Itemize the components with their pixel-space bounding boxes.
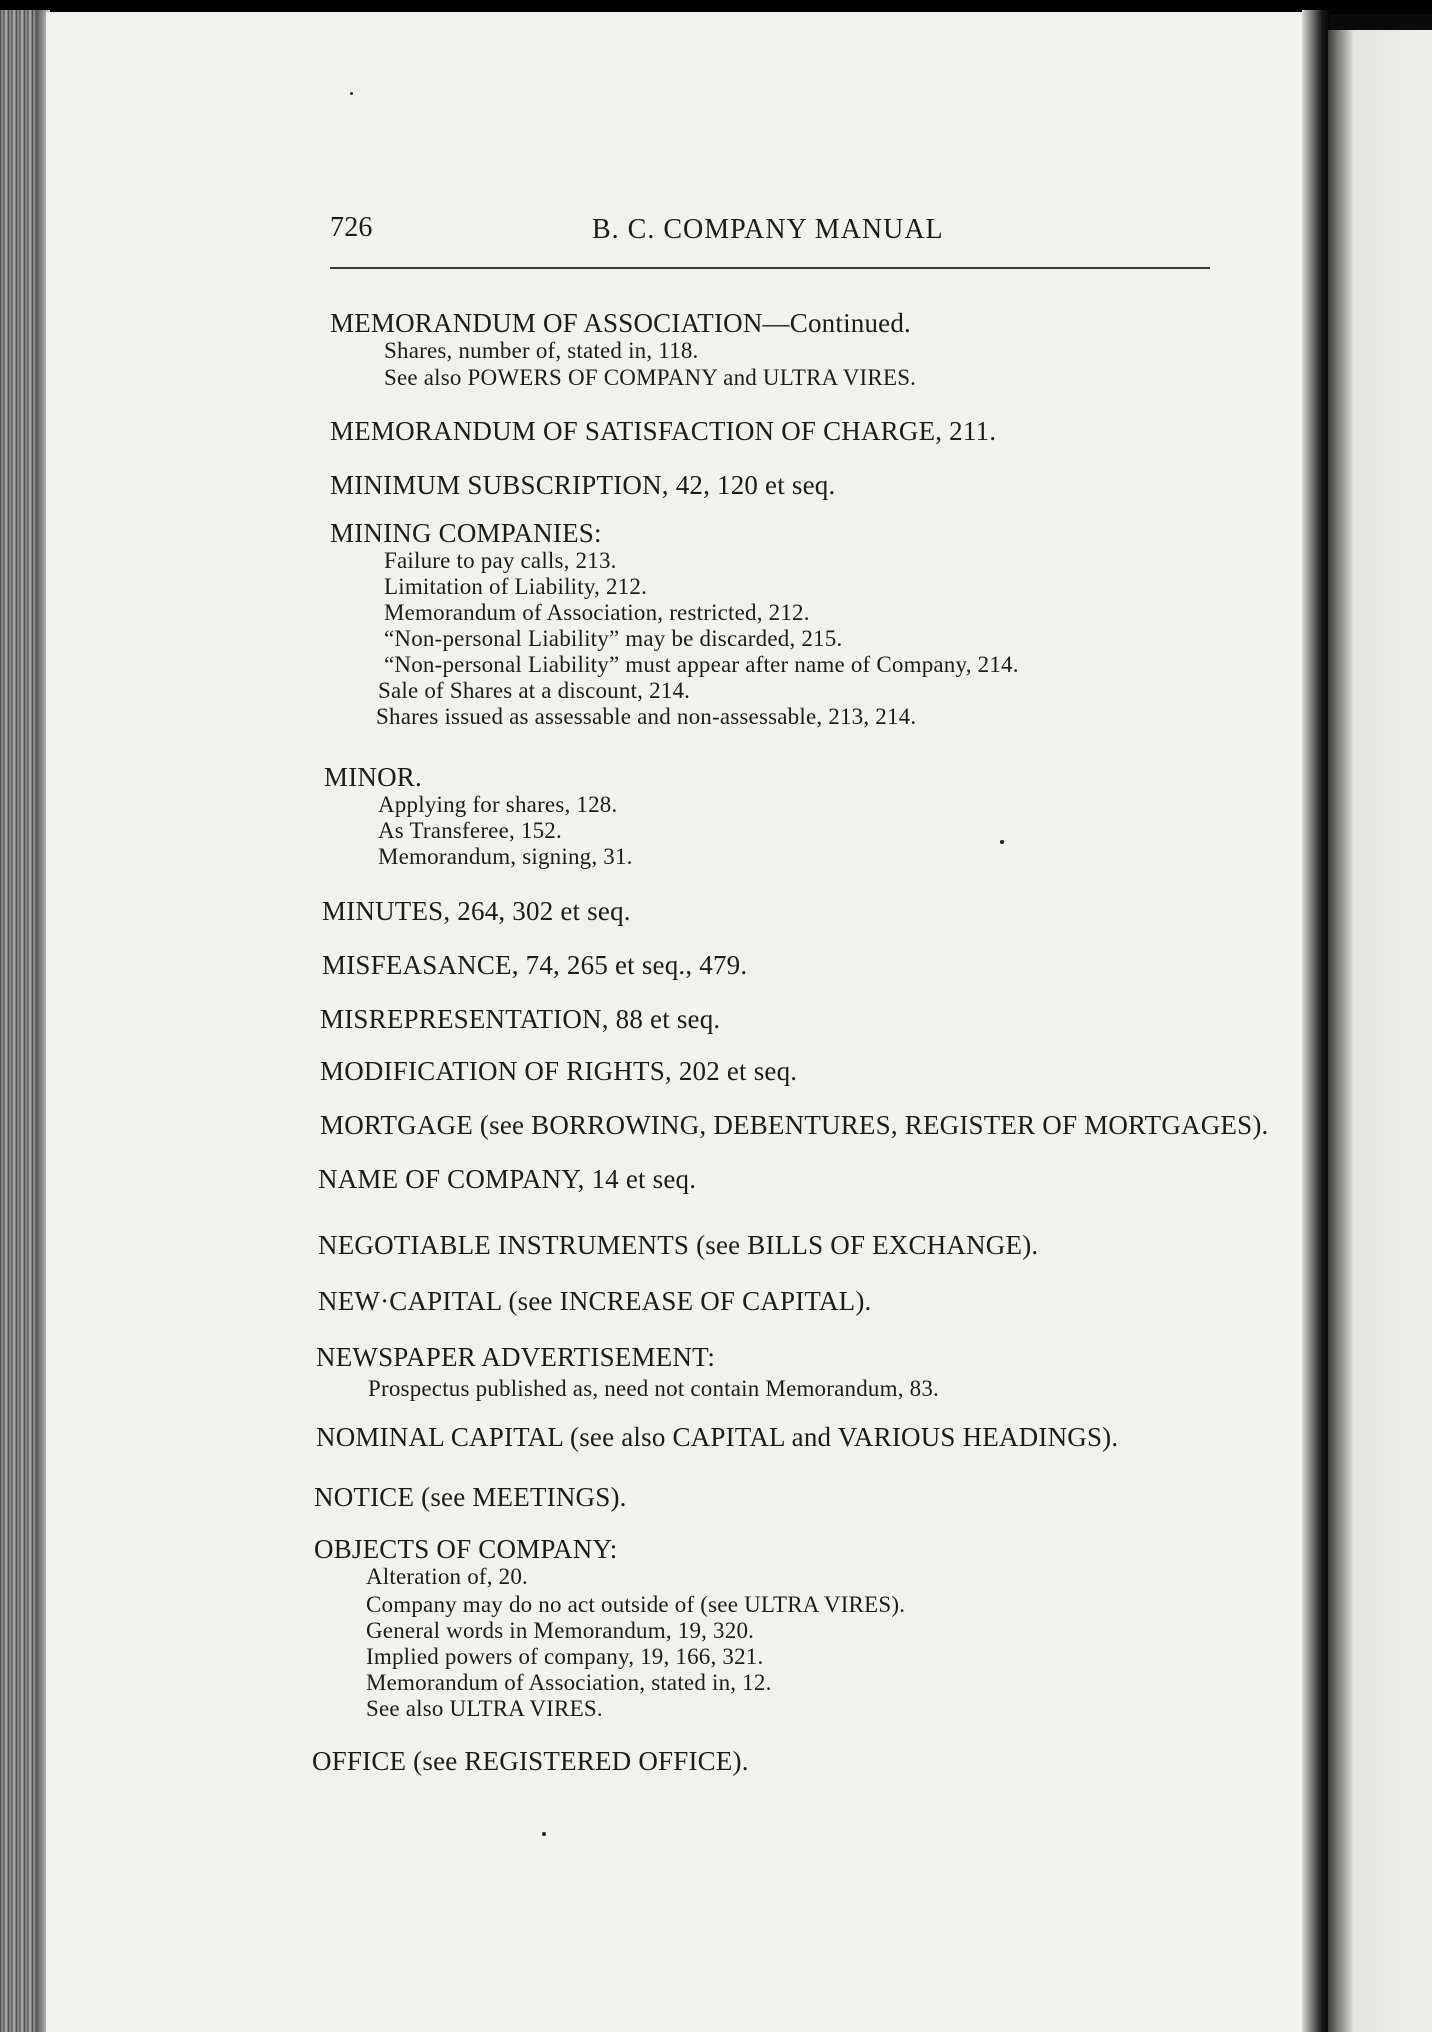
index-entry: MINIMUM SUBSCRIPTION, 42, 120 et seq. (330, 470, 836, 500)
index-entry: NEW·CAPITAL (see INCREASE OF CAPITAL). (318, 1286, 872, 1316)
index-subentry: “Non-personal Liability” must appear after name of Company, 214. (384, 652, 1019, 677)
index-entry: MEMORANDUM OF ASSOCIATION—Continued. (330, 308, 912, 338)
header-rule (330, 267, 1210, 269)
index-entry: NAME OF COMPANY, 14 et seq. (318, 1164, 697, 1194)
index-subentry: Memorandum of Association, restricted, 212. (384, 600, 810, 625)
index-subentry: See also POWERS OF COMPANY and ULTRA VIRES. (384, 365, 917, 390)
ink-speck (1000, 840, 1004, 844)
index-subentry: Applying for shares, 128. (378, 792, 618, 817)
index-entry: OFFICE (see REGISTERED OFFICE). (312, 1746, 749, 1776)
index-entry: NEWSPAPER ADVERTISEMENT: (316, 1342, 716, 1372)
index-subentry: Shares issued as assessable and non-assessable, 213, 214. (376, 704, 917, 729)
ink-speck (542, 1832, 546, 1836)
running-title: B. C. COMPANY MANUAL (592, 214, 944, 245)
index-entry: NOTICE (see MEETINGS). (314, 1482, 627, 1512)
index-entry: MISFEASANCE, 74, 265 et seq., 479. (322, 950, 748, 980)
ink-speck (350, 92, 353, 95)
index-entry: OBJECTS OF COMPANY: (314, 1534, 618, 1564)
index-subentry: Company may do no act outside of (see ULTRA VIRES). (366, 1592, 906, 1617)
index-subentry: Implied powers of company, 19, 166, 321. (366, 1644, 764, 1669)
index-entry: MINING COMPANIES: (330, 518, 602, 548)
index-entry: MINUTES, 264, 302 et seq. (322, 896, 631, 926)
index-subentry: Prospectus published as, need not contain Memorandum, 83. (368, 1376, 939, 1401)
index-subentry: Alteration of, 20. (366, 1564, 529, 1589)
index-entry: NEGOTIABLE INSTRUMENTS (see BILLS OF EXCHANGE). (318, 1230, 1039, 1260)
index-subentry: Limitation of Liability, 212. (384, 574, 648, 599)
index-subentry: Shares, number of, stated in, 118. (384, 338, 699, 363)
book-gutter (1302, 10, 1330, 2032)
index-subentry: See also ULTRA VIRES. (366, 1696, 603, 1721)
index-subentry: Memorandum, signing, 31. (378, 844, 633, 869)
index-subentry: Memorandum of Association, stated in, 12. (366, 1670, 772, 1695)
index-entry: MODIFICATION OF RIGHTS, 202 et seq. (320, 1056, 798, 1086)
index-subentry: Failure to pay calls, 213. (384, 548, 617, 573)
index-subentry: As Transferee, 152. (378, 818, 562, 843)
index-entry: MINOR. (324, 762, 422, 792)
index-entry: MISREPRESENTATION, 88 et seq. (320, 1004, 721, 1034)
index-subentry: “Non-personal Liability” may be discarded, 215. (384, 626, 843, 651)
index-entry: MEMORANDUM OF SATISFACTION OF CHARGE, 211. (330, 416, 997, 446)
index-entry: MORTGAGE (see BORROWING, DEBENTURES, REGISTER OF MORTGAGES). (320, 1110, 1269, 1140)
facing-page-edge (1328, 30, 1432, 2032)
index-subentry: General words in Memorandum, 19, 320. (366, 1618, 755, 1643)
page-number: 726 (330, 212, 373, 243)
index-subentry: Sale of Shares at a discount, 214. (378, 678, 691, 703)
index-entry: NOMINAL CAPITAL (see also CAPITAL and VARIOUS HEADINGS). (316, 1422, 1119, 1452)
